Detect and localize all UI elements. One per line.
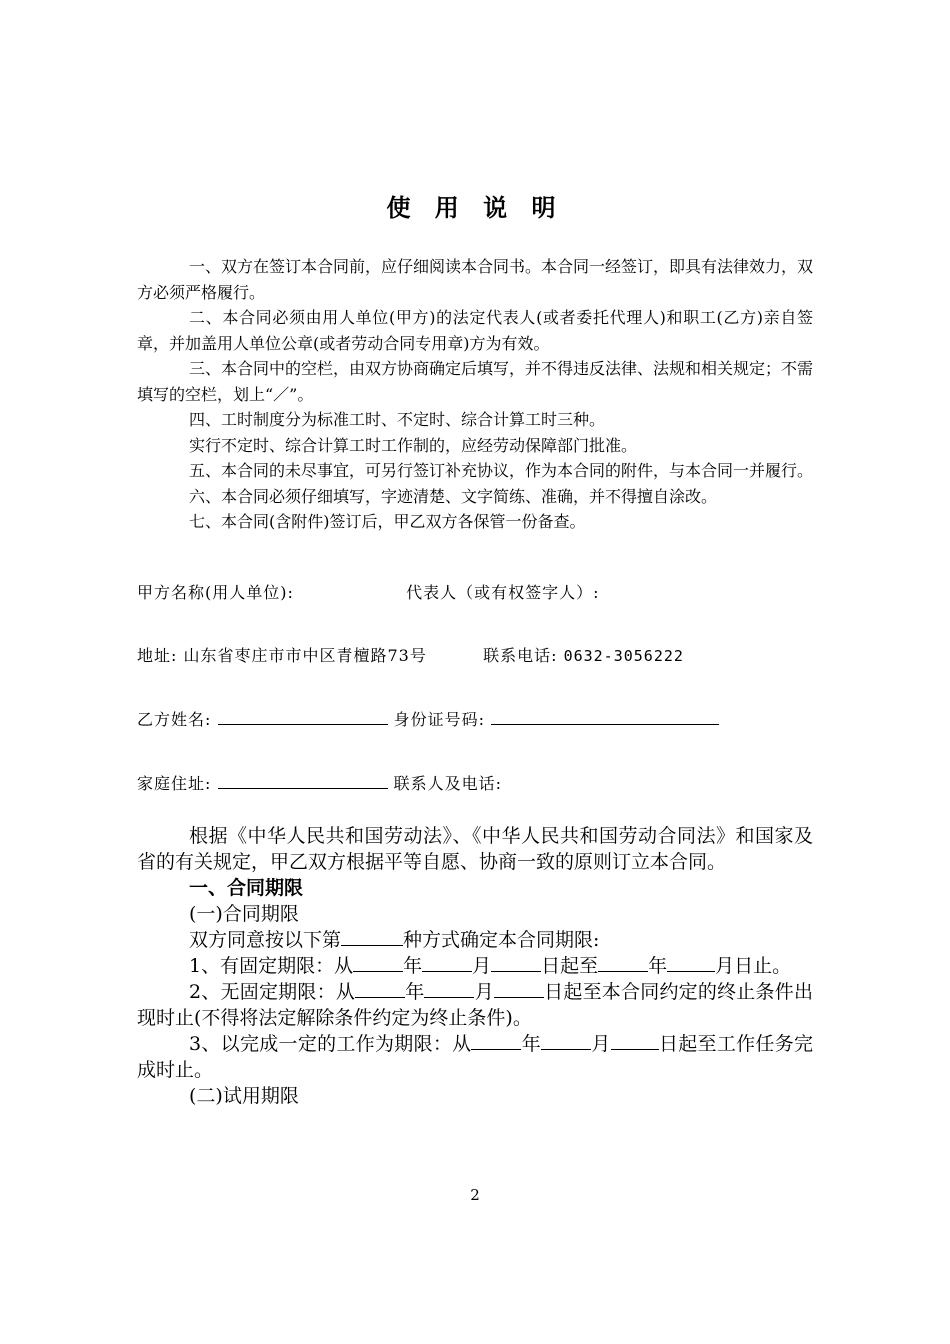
contract-body [137,823,813,1109]
opt1-year-from[interactable] [353,953,403,972]
representative-label: 代表人（或有权签字人）: [406,583,600,602]
term-method-suffix: 种方式确定本合同期限: [403,929,600,951]
option-1-label: 1、有固定期限：从 [189,955,354,977]
month-label: 月 [474,981,494,1003]
option-3-label: 3、以完成一定的工作为期限：从 [189,1033,472,1055]
opt1-month-from[interactable] [422,953,472,972]
term-method-label: 双方同意按以下第 [189,929,342,951]
year-label: 年 [648,955,668,977]
month-label: 月 [591,1033,611,1055]
address-label: 地址: [137,646,178,665]
month-label: 月 [715,955,735,977]
option-3-tail: 日起至工作任务完成时止。 [137,1033,813,1081]
phone-label: 联系电话: [483,646,558,665]
opt1-month-to[interactable] [667,953,715,972]
opt3-year-from[interactable] [471,1031,521,1050]
note-4-sub: 实行不定时、综合计算工时工作制的，应经劳动保障部门批准。 [189,435,638,455]
opt3-day-from[interactable] [611,1031,659,1050]
party-a-label: 甲方名称(用人单位): [137,583,294,602]
note-5: 五、本合同的未尽事宜，可另行签订补充协议，作为本合同的附件，与本合同一并履行。 [189,461,814,480]
address-value: 山东省枣庄市市中区青檀路73号 [183,646,427,665]
subsection-term: (一)合同期限 [189,903,299,925]
usage-notes [137,254,813,535]
opt2-year-from[interactable] [355,979,405,998]
home-label: 家庭住址: [137,774,212,793]
opt2-month-from[interactable] [424,979,474,998]
month-label: 月 [472,955,492,977]
phone-value: 0632-3056222 [563,647,684,665]
page-number: 2 [470,1186,480,1204]
year-label: 年 [521,1033,542,1055]
opt1-year-to[interactable] [598,953,648,972]
subsection-probation: (二)试用期限 [189,1085,299,1107]
option-2-label: 2、无固定期限：从 [189,981,356,1003]
day-from-label: 日起至 [541,955,599,977]
id-label: 身份证号码: [393,710,485,729]
home-address-field[interactable] [218,772,388,789]
note-3: 三、本合同中的空栏，由双方协商确定后填写，并不得违反法律、法规和相关规定；不需填写的空栏，划上“／”。 [137,359,814,404]
preamble: 根据《中华人民共和国劳动法》、《中华人民共和国劳动合同法》和国家及省的有关规定，甲乙双方根据平等自愿、协商一致的原则订立本合同。 [137,825,813,873]
year-label: 年 [403,955,423,977]
option-task-term [137,1031,813,1083]
option-open-term [137,979,813,1031]
note-1: 一、双方在签订本合同前，应仔细阅读本合同书。本合同一经签订，即具有法律效力，双方必须严格履行。 [137,257,814,302]
home-row [137,771,502,794]
term-method-blank[interactable] [341,927,403,946]
party-b-label: 乙方姓名: [137,710,212,729]
opt1-day-from[interactable] [491,953,541,972]
party-b-row [137,707,719,730]
contact-label: 联系人及电话: [393,774,502,793]
party-a-row [137,580,599,603]
opt2-day-from[interactable] [494,979,544,998]
term-method-line [137,927,813,953]
note-2: 二、本合同必须由用人单位(甲方)的法定代表人(或者委托代理人)和职工(乙方)亲自签章，并加盖用人单位公章(或者劳动合同专用章)方为有效。 [137,308,813,353]
opt3-month-from[interactable] [541,1031,591,1050]
year-label: 年 [405,981,425,1003]
option-2-tail: 日起至本合同约定的终止条件出现时止(不得将法定解除条件约定为终止条件)。 [137,981,813,1029]
note-7: 七、本合同(含附件)签订后，甲乙双方各保管一份备查。 [189,512,586,531]
note-6: 六、本合同必须仔细填写，字迹清楚、文字简练、准确，并不得擅自涂改。 [189,486,718,506]
party-b-name-field[interactable] [218,708,388,725]
id-number-field[interactable] [491,708,719,725]
address-row [137,643,684,666]
option-1-tail: 日止。 [734,955,792,977]
section-heading: 一、合同期限 [189,877,304,899]
note-4: 四、工时制度分为标准工时、不定时、综合计算工时三种。 [189,410,606,429]
option-fixed-term [137,953,813,979]
page-title: 使 用 说 明 [386,193,564,222]
